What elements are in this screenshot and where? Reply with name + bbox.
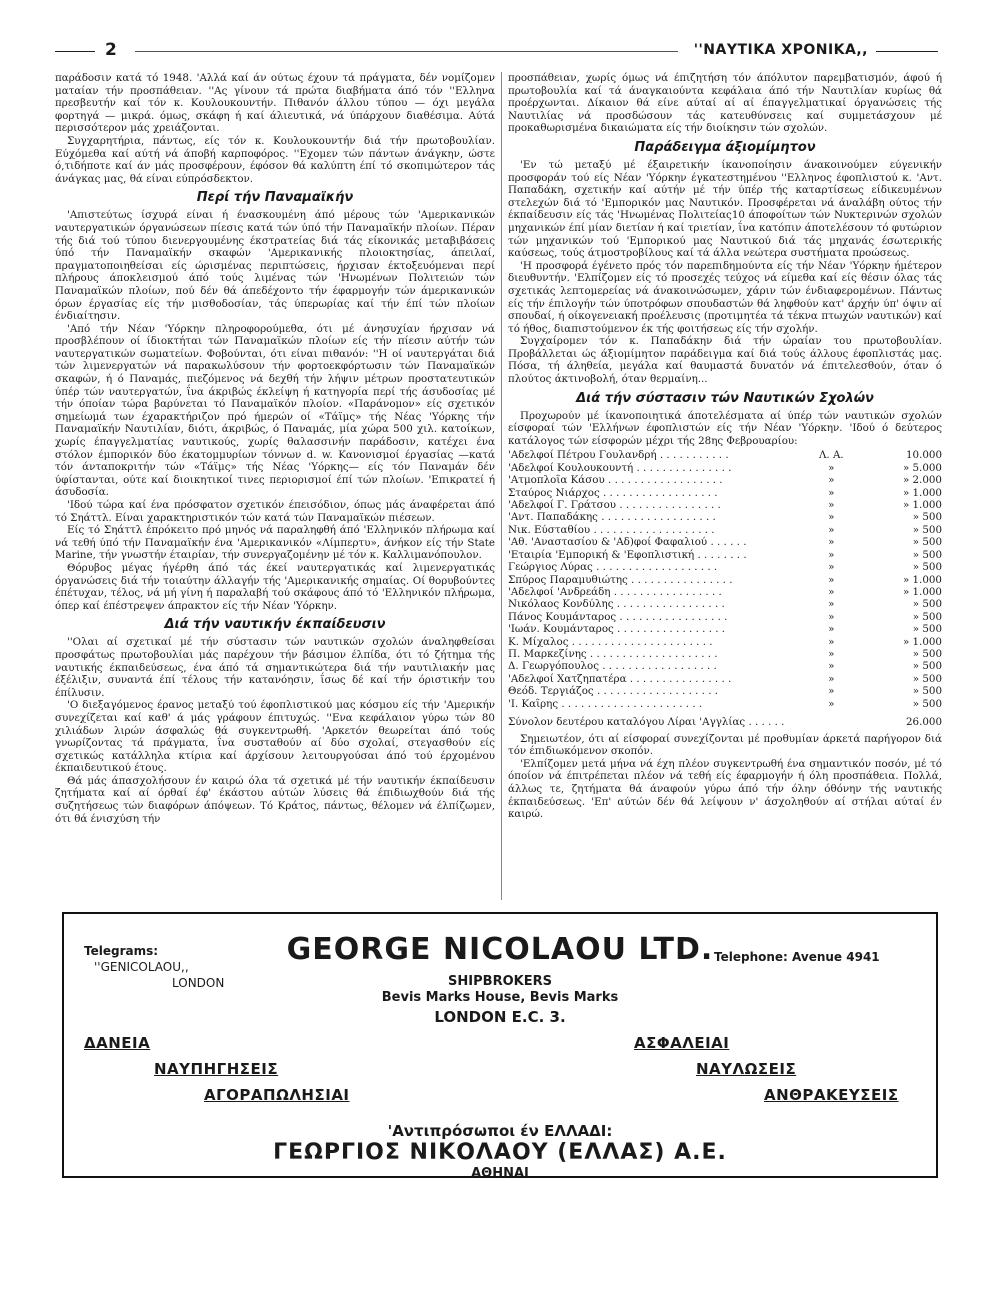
contributor-name: 'Ιωάν. Κουμάνταρος . . . . . . . . . . . . . . . . .: [508, 623, 726, 636]
page-number: 2: [105, 40, 117, 60]
table-row: [508, 673, 942, 685]
currency-mark: »: [828, 660, 835, 673]
contributions-total: [508, 716, 942, 729]
contributor-name: Σπύρος Παραμυθιώτης . . . . . . . . . . . . . . . .: [508, 573, 733, 586]
paragraph: 'Ο διεξαγόμενος έρανος μεταξύ τού έφοπλιστικού μας κόσμου είς τήν 'Αμερικήν συνεχίζεται καί καθ' ά μάς γράφουν έπιτυχώς. ''Ενα κεφάλαιον γύρω τών 80 χιλιάδων λιρών άσφαλώς θά συγκεντρωθή. 'Αρκετόν θεωρείται άπό τούς γνωρίζοντας τά πράγματα, ΐνα συσταθούν αί δύο σχολαί, στεγασθούν είς σχετικώς κατάλληλα κτίρια καί άρχίσουν λειτουργούσαι άπό τού έρχομένου έκπαιδευτικού έτους.: [55, 699, 495, 775]
table-row: [508, 462, 942, 474]
contribution-amount: » 500: [912, 672, 942, 685]
contribution-amount: 10.000: [905, 449, 942, 462]
contributor-name: Γεώργιος Λύρας . . . . . . . . . . . . . . . . . . .: [508, 561, 718, 574]
currency-mark: »: [828, 585, 835, 598]
currency-mark: »: [828, 598, 835, 611]
contribution-amount: » 1.000: [902, 585, 942, 598]
paragraph: Συγχαίρομεν τόν κ. Παπαδάκην διά τήν ώραίαν του πρωτοβουλίαν. Προβάλλεται ώς άξιομίμητον παράδειγμα καί διά τούς άλλους έφοπλιστάς μας. Πόσα, τή άληθεία, μεγάλα καί θαυμαστά δυνατόν νά έπιτελεσθούν, όταν ό πλούτος άκτινοβολή, όταν θερμαίνη...: [508, 335, 942, 386]
currency-mark: »: [828, 647, 835, 660]
contributor-name: Πάνος Κουμάνταρος . . . . . . . . . . . . . . . . .: [508, 610, 728, 623]
paragraph: Είς τό Σηάττλ έπρόκειτο πρό μηνός νά παραληφθή άπό 'Ελληνικόν πλήρωμα καί νά τεθή ύπό τήν Παναμαϊκήν ένα 'Αμερικανικόν «Λίμπερτυ», άνήκον είς τήν State Marine, τήν γνωστήν έταιρίαν, τήν συνεργαζομένην μέ τόν κ. Καλλιμανόπουλον.: [55, 524, 495, 562]
paragraph: 'Εν τώ μεταξύ μέ έξαιρετικήν ίκανοποίησιν άνακοινούμεν εύγενικήν προσφοράν τού είς Νέαν 'Υόρκην έγκατεστημένου ''Ελληνος έφοπλιστού κ. 'Αντ. Παπαδάκη, σχετικήν καί αύτήν μέ τήν ύπέρ τής καταρτίσεως είδικευμένων στελεχών διά τό 'Εμπορικόν μας Ναυτικόν. Προσφέρεται νά άναλάβη ούτος τήν έκπαίδευσιν είς τάς 'Ηνωμένας Πολιτείας10 άποφοίτων τών Νυκτερινών σχολών μηχανικών έπί μίαν διετίαν ή καί τριετίαν, ΐνα κατόπιν άποτελέσουν τό φυτώριον τών μηχανικών τού 'Εμπορικού μας Ναυτικού διά τάς μηχανάς έσωτερικής καύσεως, τούς άτμοστροβίλους καί τά άλλα νεώτερα συστήματα προώσεως.: [508, 158, 942, 260]
contribution-amount: » 500: [912, 548, 942, 561]
contribution-amount: » 500: [912, 697, 942, 710]
header-rule: [876, 51, 938, 52]
contribution-amount: » 500: [912, 523, 942, 536]
paragraph: Θά μάς άπασχολήσουν έν καιρώ όλα τά σχετικά μέ τήν ναυτικήν έκπαίδευσιν ζητήματα καί αί όρθαί έφ' έκάστου αύτών λύσεις θά έπιδιωχθούν διά τής συζητήσεως τών διαφόρων άπόψεων. Τό Κράτος, πάντως, θέλομεν νά έλπίζωμεν, ότι θά ένισχύση τήν: [55, 774, 495, 825]
paragraph: 'Ελπίζομεν μετά μήνα νά έχη πλέον συγκεντρωθή ένα σημαντικόν ποσόν, μέ τό όποίον νά έπιτρέπεται πλέον νά τεθή είς έφαρμογήν ή όλη προσπάθεια. Πολλά, άλλως τε, ζητήματα θά άναφούν γύρω άπό τήν όλην όθόνην τής ναυτικής έκπαιδεύσεως. 'Επ' αύτών δέν θά λείψουν ν' άσχοληθούν αί στήλαι αύταί έν καιρώ.: [508, 757, 942, 821]
advertisement: [62, 912, 938, 1181]
currency-mark: »: [828, 523, 835, 536]
table-row: [508, 499, 942, 511]
table-row: [508, 648, 942, 660]
contributor-name: 'Ι. Καΐρης . . . . . . . . . . . . . . . . . . . . . .: [508, 697, 703, 710]
table-row: [508, 524, 942, 536]
table-row: [508, 561, 942, 573]
paragraph: παράδοσιν κατά τό 1948. 'Αλλά καί άν ούτως έχουν τά πράγματα, δέν νομίζομεν ματαίαν τήν προσπάθειαν. ''Ας γίνουν τά πρώτα διαβήματα άπό τόν ''Ελληνα πρεσβευτήν καί τόν κ. Κουλουκουντήν. Πιθανόν άλλου τύπου — όχι μεγάλα φορτηγά — μικρά. όμως, σκάφη ή καί άλιευτικά, νά ύπάρχουν διαθέσιμα. Αύτά περισσότερον μάς χρειάζονται.: [55, 72, 495, 135]
section-heading: Διά τήν σύστασιν τών Ναυτικών Σχολών: [576, 390, 874, 406]
table-row: [508, 598, 942, 610]
service-sales: ΑΓΟΡΑΠΩΛΗΣΙΑΙ: [204, 1086, 350, 1104]
telephone: Telephone: Avenue 4941: [714, 950, 880, 964]
table-row: [508, 474, 942, 486]
table-row: [508, 623, 942, 635]
contribution-amount: » 1.000: [902, 573, 942, 586]
contribution-amount: » 1.000: [902, 486, 942, 499]
column-divider: [501, 72, 502, 900]
company-address: Bevis Marks House, Bevis Marks: [381, 990, 619, 1005]
contributor-name: 'Εταιρία 'Εμπορική & 'Εφοπλιστική . . . . . . . .: [508, 548, 747, 561]
currency-mark: »: [828, 685, 835, 698]
contributor-name: Θεόδ. Τεργιάζος . . . . . . . . . . . . . . . . . . .: [508, 685, 719, 698]
contribution-amount: » 500: [912, 685, 942, 698]
table-row: [508, 698, 942, 710]
contributor-name: Δ. Γεωργόπουλος . . . . . . . . . . . . . . . . . .: [508, 660, 717, 673]
currency-mark: »: [828, 561, 835, 574]
contribution-amount: » 500: [912, 610, 942, 623]
contribution-amount: » 500: [912, 623, 942, 636]
contributor-name: 'Αδελφοί Γ. Γράτσου . . . . . . . . . . . . . . . .: [508, 499, 721, 512]
paragraph: Προχωρούν μέ ίκανοποιητικά άποτελέσματα αί ύπέρ τών ναυτικών σχολών είσφοραί τών 'Ελλήνων έφοπλιστών είς τήν Νέαν 'Υόρκην. 'Ιδού ό δεύτερος κατάλογος τών είσφορών μέχρι τής 28ης Φεβρουαρίου:: [508, 409, 942, 447]
contributor-name: Νικόλαος Κονδύλης . . . . . . . . . . . . . . . . .: [508, 598, 725, 611]
table-row: [508, 660, 942, 672]
contribution-amount: » 1.000: [902, 499, 942, 512]
table-row: [508, 449, 942, 461]
contributor-name: Σταύρος Νιάρχος . . . . . . . . . . . . . . . . . .: [508, 486, 718, 499]
currency-mark: »: [828, 536, 835, 549]
total-label: Σύνολον δευτέρου καταλόγου Λίραι 'Αγγλίας . . . . . .: [508, 715, 785, 728]
greek-representative-city: ΑΘΗΝΑΙ: [471, 1166, 529, 1181]
paragraph: Συγχαρητήρια, πάντως, είς τόν κ. Κουλουκουντήν διά τήν πρωτοβουλίαν. Εύχόμεθα καί αύτή νά άποβή καρποφόρος. ''Εχομεν τών πάντων άνάγκην, ώστε ό,τιδήποτε καί άν μάς προσφέρουν, έφόσον θά καλύπτη έπί τό σκοπιμώτερον τάς άνάγκας μας, θά είναι εύπρόσδεκτον.: [55, 134, 495, 185]
contributor-name: 'Αδελφοί Χατζηπατέρα . . . . . . . . . . . . . . . .: [508, 672, 732, 685]
currency-mark: »: [828, 697, 835, 710]
paragraph: 'Η προσφορά έγένετο πρός τόν παρεπιδημούντα είς τήν Νέαν 'Υόρκην ήμέτερον διευθυντήν. 'Ελπίζομεν είς τό προσεχές τεύχος νά είμεθα καί είς θέσιν όλας τάς σχετικάς λεπτομερείας νά άνακοινώσωμεν, χάριν τών ένδιαφερομένων. Πάντως είς τήν έπιλογήν τών ύποτρόφων σπουδαστών θά ληφθούν κατ' άρχήν ύπ' όψιν αί σπουδαί, ή οίκογενειακή προέλευσις (προτιμητέα τά τέκνα πτωχών ναυτικών) καί τό ήθος, διαπιστούμενον έκ τής φοιτήσεως είς τήν σχολήν.: [508, 259, 942, 335]
currency-mark: »: [828, 623, 835, 636]
contributor-name: 'Αδελφοί Κουλουκουντή . . . . . . . . . . . . . . .: [508, 461, 732, 474]
currency-mark: »: [828, 474, 835, 487]
contribution-amount: » 500: [912, 561, 942, 574]
contribution-amount: » 500: [912, 598, 942, 611]
greek-representatives-label: 'Αντιπρόσωποι έν ΕΛΛΑΔΙ:: [387, 1122, 613, 1140]
table-row: [508, 487, 942, 499]
contribution-amount: » 1.000: [902, 635, 942, 648]
service-insurance: ΑΣΦΑΛΕΙΑΙ: [634, 1034, 730, 1052]
table-row: [508, 511, 942, 523]
paragraph: προσπάθειαν, χωρίς όμως νά έπιζητήση τόν άπόλυτον παρεμβατισμόν, άφού ή πρωτοβουλία καί τά άναγκαιούντα κεφάλαια άπό τήν Ναυτιλίαν κυρίως θά προέρχωνται. Δίκαιον θά είνε αύταί αί αί έπαγγελματικαί όργανώσεις τής Ναυτιλίας νά προσδώσουν τάς κατευθύνσεις καί συμμετάσχουν μέ προκαθωρισμένα δικαιώματα είς τήν διοίκησιν τών σχολών.: [508, 72, 942, 135]
telegrams-city: LONDON: [172, 976, 225, 990]
currency-mark: Λ. Α.: [818, 449, 844, 462]
paragraph: ''Ολαι αί σχετικαί μέ τήν σύστασιν τών ναυτικών σχολών άναληφθείσαι προσφάτως πρωτοβουλίαι μάς παρέχουν τήν βάσιμον έλπίδα, ότι τό ζήτημα τής ναυτικής έκπαιδεύσεως, ένα άπό τά σημαντικώτερα διά τήν ναυτιλιακήν μας έξέλιξιν, συναντά έπί τέλους τήν κατανόησιν, ΐσως δέ καί τήν όριστικήν του έπίλυσιν.: [55, 636, 495, 699]
currency-mark: »: [828, 548, 835, 561]
contributor-name: 'Ατμοπλοΐα Κάσου . . . . . . . . . . . . . . . . . .: [508, 474, 723, 487]
right-column: [508, 72, 942, 821]
currency-mark: »: [828, 486, 835, 499]
contributor-name: 'Αντ. Παπαδάκης . . . . . . . . . . . . . . . . . .: [508, 511, 716, 524]
contribution-amount: » 500: [912, 536, 942, 549]
contribution-amount: » 2.000: [902, 474, 942, 487]
paragraph: Σημειωτέον, ότι αί είσφοραί συνεχίζονται μέ προθυμίαν άρκετά παρήγορον διά τόν έπιδιωκόμενον σκοπόν.: [508, 732, 942, 758]
telegrams-label: Telegrams:: [84, 944, 159, 958]
section-heading: Περί τήν Παναμαϊκήν: [196, 190, 354, 206]
company-name: GEORGE NICOLAOU LTD.: [286, 932, 714, 967]
currency-mark: »: [828, 573, 835, 586]
telegrams-value: ''GENICOLAOU,,: [94, 960, 189, 974]
currency-mark: »: [828, 499, 835, 512]
service-chartering: ΝΑΥΛΩΣΕΙΣ: [696, 1060, 797, 1078]
currency-mark: »: [828, 635, 835, 648]
table-row: [508, 574, 942, 586]
section-heading: Διά τήν ναυτικήν έκπαίδευσιν: [164, 617, 386, 633]
greek-representative-name: ΓΕΩΡΓΙΟΣ ΝΙΚΟΛΑΟΥ (ΕΛΛΑΣ) Α.Ε.: [273, 1140, 727, 1165]
magazine-title: ''ΝΑΥΤΙΚΑ ΧΡΟΝΙΚΑ,,: [693, 42, 868, 58]
total-value: 26.000: [905, 715, 942, 728]
table-row: [508, 685, 942, 697]
contributor-name: Π. Μαρκεζίνης . . . . . . . . . . . . . . . . . . . .: [508, 647, 718, 660]
currency-mark: »: [828, 511, 835, 524]
table-row: [508, 586, 942, 598]
paragraph: 'Απιστεύτως ίσχυρά είναι ή ένασκουμένη άπό μέρους τών 'Αμερικανικών ναυτεργατικών όργανώσεων πίεσις κατά τών ύπό τήν Παναμαϊκήν πλοίων. Πέραν τής διά τού τύπου διενεργουμένης έκστρατείας διά τάς είκονικάς μεταβιβάσεις ύπό τήν Παναμαϊκήν σκαφών 'Αμερικανικής πλοιοκτησίας, άπειλαί, πραγματοποιηθείσαι είς ώρισμένας περιπτώσεις, ήρχισαν έκτοξευόμεναι περί πλήρους άποκλεισμού άπό τούς λιμένας τών 'Ηνωμένων Πολιτειών τών Παναμαϊκών πλοίων, πού δέν θά άπεδέχοντο τήν έφαρμογήν τών άμερικανικών όρων έργασίας είς τήν μισθοδοσίαν, τάς ύπερωρίας καί τήν έπί τών πλοίων ένδιαίτησιν.: [55, 209, 495, 323]
paragraph: 'Ιδού τώρα καί ένα πρόσφατον σχετικόν έπεισόδιον, όπως μάς άναφέρεται άπό τό Σηάττλ. Είναι χαρακτηριστικόν τών κατά τών Παναμαϊκών πιέσεων.: [55, 499, 495, 524]
paragraph: Θόρυβος μέγας ήγέρθη άπό τάς έκεί ναυτεργατικάς καί λιμενεργατικάς όργανώσεις διά τήν τοιαύτην άλλαγήν τής 'Αμερικανικής σημαίας. Οί θορυβούντες έπέτυχαν, τέλος, νά μή γίνη ή παραλαβή τού σκάφους άπό τό 'Ελληνικόν πλήρωμα, όπερ καί έπέστρεψεν άπρακτον είς τήν Νέαν 'Υόρκην.: [55, 561, 495, 612]
contribution-amount: » 500: [912, 660, 942, 673]
service-shipbuilding: ΝΑΥΠΗΓΗΣΕΙΣ: [154, 1060, 279, 1078]
page-header: [55, 40, 938, 62]
contributions-table: [508, 449, 942, 710]
header-rule: [55, 51, 95, 52]
header-rule: [135, 51, 678, 52]
contributor-name: 'Αθ. 'Αναστασίου & 'Αδ)φοί Φαφαλιού . . . . . .: [508, 536, 747, 549]
table-row: [508, 549, 942, 561]
table-row: [508, 636, 942, 648]
contribution-amount: » 500: [912, 647, 942, 660]
contribution-amount: » 500: [912, 511, 942, 524]
paragraph: 'Από τήν Νέαν 'Υόρκην πληροφορούμεθα, ότι μέ άνησυχίαν ήρχισαν νά προσβλέπουν οί ίδιοκτήται τών Παναμαϊκών πλοίων είς τήν πίεσιν αύτήν τών ναυτεργατικών σωματείων. Φοβούνται, ότι είναι πιθανόν: ''Η οί ναυτεργάται διά τών λιμενεργατών νά παρακωλύσουν τήν φορτοεκφόρτωσιν τών Παναμαϊκών σκαφών, ή ό Παναμάς, πιεζόμενος νά δεχθή τήν λήψιν μέτρων προστατευτικών ύπέρ τών ναυτεργατών, ΐνα άκριβώς έκλείψη ή κατηγορία περί τής άσυδοσίας μέ τήν όποίαν τώρα βαρύνεται τό Παναμαϊκόν πλοίον. «Παράνομον» είς σχετικόν σημείωμά των έχαρακτήριζον πρό ήμερών οί «Τάϊμς» τής Νέας 'Υόρκης τήν Παναμαϊκήν Ναυτιλίαν, διότι, άκριβώς, ό Παναμάς, μία χώρα 500 χιλ. κατοίκων, χωρίς έπαγγελματίας ναυτικούς, χωρίς θαλασσινήν παράδοσιν, κατέχει ένα στόλον έμπορικόν δύο έκατομμυρίων τόννων d. w. Κανονισμοί έργασίας —κατά τόν άνταποκριτήν τών «Τάϊμς» τής Νέας 'Υόρκης— είς τόν Παναμάν δέν ύφίστανται, ούτε καί διοικητικοί τινες περιορισμοί έπί τών πλοίων. 'Επικρατεί ή άσυδοσία.: [55, 322, 495, 499]
left-column: [55, 72, 495, 825]
contributor-name: Νικ. Εύσταθίου . . . . . . . . . . . . . . . . . . .: [508, 523, 715, 536]
table-row: [508, 611, 942, 623]
service-loans: ΔΑΝΕΙΑ: [84, 1034, 151, 1052]
company-city: LONDON E.C. 3.: [434, 1008, 566, 1026]
currency-mark: »: [828, 672, 835, 685]
currency-mark: »: [828, 610, 835, 623]
company-type: SHIPBROKERS: [448, 974, 552, 989]
currency-mark: »: [828, 461, 835, 474]
service-bunkering: ΑΝΘΡΑΚΕΥΣΕΙΣ: [764, 1086, 899, 1104]
contributor-name: Κ. Μίχαλος . . . . . . . . . . . . . . . . . . . . . .: [508, 635, 713, 648]
contribution-amount: » 5.000: [902, 461, 942, 474]
section-heading: Παράδειγμα άξιομίμητον: [634, 139, 816, 155]
contributor-name: 'Αδελφοί Πέτρου Γουλανδρή . . . . . . . . . . .: [508, 449, 729, 462]
table-row: [508, 536, 942, 548]
contributor-name: 'Αδελφοί 'Ανδρεάδη . . . . . . . . . . . . . . . . .: [508, 585, 722, 598]
